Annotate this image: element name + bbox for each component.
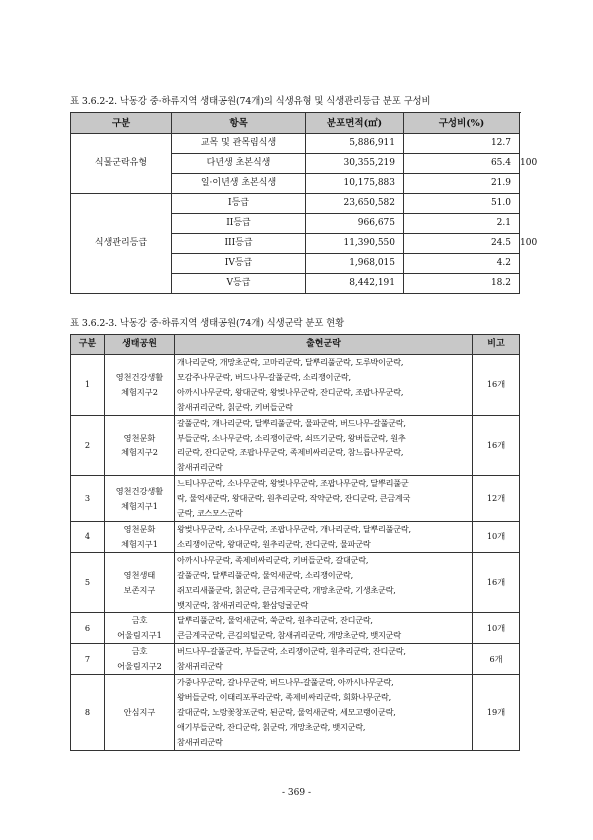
community-line: 갈풀군락, 개나리군락, 달뿌리풀군락, 물파군락, 버드나무-갈풀군락, xyxy=(177,417,406,428)
table2-park xyxy=(105,552,175,613)
table1-area: 966,675 xyxy=(306,214,404,234)
table2-communities xyxy=(175,415,473,476)
table2-caption: 표 3.6.2-3. 낙동강 중·하류지역 생태공원(74개) 식생군락 분포 현황 xyxy=(70,318,345,329)
table2-header-park: 생태공원 xyxy=(105,335,175,355)
table1-caption: 표 3.6.2-2. 낙동강 중·하류지역 생태공원(74개)의 식생유형 및 식생관리등급 분포 구성비 xyxy=(70,96,431,107)
table1-item: III등급 xyxy=(172,234,306,254)
community-line: 아까시나무군락, 족제비싸리군락, 키버들군락, 갈대군락, xyxy=(177,554,369,565)
table1-item: V등급 xyxy=(172,274,306,294)
table2-row xyxy=(71,675,520,751)
park-name-line2: 체험지구2 xyxy=(121,386,158,397)
community-line: 모감주나무군락, 버드나무-갈풀군락, 소리쟁이군락, xyxy=(177,371,351,382)
community-line: 갈풀군락, 달뿌리풀군락, 물억새군락, 소리쟁이군락, xyxy=(177,569,353,580)
table2-note: 19개 xyxy=(473,675,520,751)
table1-area: 10,175,883 xyxy=(306,174,404,194)
table2-no: 8 xyxy=(71,675,105,751)
table2-no: 4 xyxy=(71,521,105,552)
table1-area: 23,650,582 xyxy=(306,194,404,214)
table2-header-communities: 출현군락 xyxy=(175,335,473,355)
table1-area: 30,355,219 xyxy=(306,154,404,174)
table2-no: 1 xyxy=(71,355,105,416)
community-line: 뱃지군락, 참새귀리군락, 환삼덩굴군락 xyxy=(177,599,308,610)
table1-header-category: 구분 xyxy=(71,113,172,134)
table1-header-ratio: 구성비(%) xyxy=(404,113,520,134)
community-line: 개나리군락, 개망초군락, 고마리군락, 달뿌리풀군락, 도루박이군락, xyxy=(177,357,404,367)
table2-park xyxy=(105,675,175,751)
table2-note: 6개 xyxy=(473,644,520,675)
table1-area: 8,442,191 xyxy=(306,274,404,294)
table1-percent: 24.5 xyxy=(404,234,520,254)
table1-percent: 18.2 xyxy=(404,274,520,294)
park-name-line1: 금호 xyxy=(131,646,148,657)
page-number: - 369 - xyxy=(282,788,311,798)
community-line: 갈대군락, 노랑꽃창포군락, 된군락, 물억새군락, 세모고랭이군락, xyxy=(177,706,396,717)
table2-park xyxy=(105,476,175,522)
table1-row: 식생관리등급 I등급 23,650,582 51.0 100 xyxy=(71,194,520,214)
park-name-line2: 체험지구1 xyxy=(121,500,158,511)
table2-communities xyxy=(175,355,473,416)
table2-no: 3 xyxy=(71,476,105,522)
table2-no: 7 xyxy=(71,644,105,675)
table2-park xyxy=(105,415,175,476)
park-name-line2: 어울림지구2 xyxy=(117,661,162,672)
table1-header-area: 분포면적(㎡) xyxy=(306,113,404,134)
park-name-line1: 영천문화 xyxy=(123,523,156,534)
park-name-line2: 체험지구1 xyxy=(121,538,158,549)
table2-communities xyxy=(175,521,473,552)
community-line: 쥐꼬리새풀군락, 칡군락, 큰금계국군락, 개망초군락, 기생초군락, xyxy=(177,584,396,595)
table2-communities xyxy=(175,675,473,751)
community-line: 참새귀리군락 xyxy=(177,661,223,672)
park-name-line2: 보존지구 xyxy=(123,584,156,595)
park-name-line1: 영천건강생활 xyxy=(115,371,164,382)
table2-note: 10개 xyxy=(473,613,520,644)
table2-header-no: 구분 xyxy=(71,335,105,355)
community-line: 왕벚나무군락, 소나무군락, 조팝나무군락, 개나리군락, 달뿌리풀군락, xyxy=(177,523,411,534)
community-line: 가중나무군락, 갈나무군락, 버드나무-갈풀군락, 아까시나무군락, xyxy=(177,677,394,688)
table2-no: 2 xyxy=(71,415,105,476)
table1-area: 11,390,550 xyxy=(306,234,404,254)
table1-percent: 4.2 xyxy=(404,254,520,274)
table2-park xyxy=(105,613,175,644)
table1-item: IV등급 xyxy=(172,254,306,274)
community-line: 참새귀리군락 xyxy=(177,462,223,473)
table1-percent: 21.9 xyxy=(404,174,520,194)
table2-communities xyxy=(175,644,473,675)
table2-park xyxy=(105,644,175,675)
park-name-line2: 체험지구2 xyxy=(121,447,158,458)
table2-note: 16개 xyxy=(473,415,520,476)
community-line: 느티나무군락, 소나무군락, 왕벚나무군락, 조팝나무군락, 달뿌리풀군 xyxy=(177,478,409,489)
table2-row xyxy=(71,644,520,675)
table1-item: I등급 xyxy=(172,194,306,214)
table2-note: 16개 xyxy=(473,355,520,416)
community-line: 왕버들군락, 이태리포푸라군락, 족제비싸리군락, 회화나무군락, xyxy=(177,691,391,702)
community-line: 리군락, 잔디군락, 조팝나무군락, 족제비싸리군락, 참느릅나무군락, xyxy=(177,447,404,458)
table2-note: 16개 xyxy=(473,552,520,613)
community-line: 소리쟁이군락, 왕대군락, 원추리군락, 잔디군락, 물파군락 xyxy=(177,538,371,549)
table2-row xyxy=(71,613,520,644)
table1-row: 식물군락유형 교목 및 관목림식생 5,886,911 12.7 100 xyxy=(71,134,520,154)
table2-no: 6 xyxy=(71,613,105,644)
table1-percent: 65.4 xyxy=(404,154,520,174)
community-line: 락, 물억새군락, 왕대군락, 원추리군락, 작약군락, 잔디군락, 큰금계국 xyxy=(177,493,411,504)
table2-row xyxy=(71,476,520,522)
community-line: 달뿌리풀군락, 물억새군락, 쑥군락, 원추리군락, 잔디군락, xyxy=(177,615,373,626)
community-line: 애기부들군락, 잔디군락, 칡군락, 개망초군락, 뱃지군락, xyxy=(177,721,366,732)
table2-row xyxy=(71,521,520,552)
park-name-line1: 안심지구 xyxy=(123,706,156,717)
table2-header-row xyxy=(71,335,520,355)
table1-area: 5,886,911 xyxy=(306,134,404,154)
park-name-line1: 영천문화 xyxy=(123,432,156,443)
vegetation-composition-table xyxy=(70,112,538,294)
table1-percent: 2.1 xyxy=(404,214,520,234)
table2-row xyxy=(71,415,520,476)
table2-communities xyxy=(175,476,473,522)
table2-row xyxy=(71,552,520,613)
table1-percent: 51.0 xyxy=(404,194,520,214)
table1-header-item: 항목 xyxy=(172,113,306,134)
park-name-line2: 어울림지구1 xyxy=(117,630,162,641)
table1-group-name: 식물군락유형 xyxy=(71,134,172,194)
table2-note: 10개 xyxy=(473,521,520,552)
community-line: 참새귀리군락, 칡군락, 키버들군락 xyxy=(177,401,293,412)
table1-item: 교목 및 관목림식생 xyxy=(172,134,306,154)
community-line: 버드나무-갈풀군락, 부들군락, 소리쟁이군락, 원추리군락, 잔디군락, xyxy=(177,646,406,657)
park-name-line1: 영천생태 xyxy=(123,569,156,580)
table1-area: 1,968,015 xyxy=(306,254,404,274)
community-line: 군락, 코스모스군락 xyxy=(177,508,243,519)
community-line: 부들군락, 소나무군락, 소리쟁이군락, 쇠뜨기군락, 왕버들군락, 원추 xyxy=(177,432,406,443)
table1-group-name: 식생관리등급 xyxy=(71,194,172,294)
plant-community-table xyxy=(70,334,520,751)
table2-header-note: 비고 xyxy=(473,335,520,355)
table2-row xyxy=(71,355,520,416)
table1-header-row xyxy=(71,113,520,134)
table1-item: II등급 xyxy=(172,214,306,234)
community-line: 참새귀리군락 xyxy=(177,736,223,747)
table2-communities xyxy=(175,552,473,613)
table2-communities xyxy=(175,613,473,644)
table1-item: 다년생 초본식생 xyxy=(172,154,306,174)
table1-percent: 12.7 xyxy=(404,134,520,154)
table1-item: 일·이년생 초본식생 xyxy=(172,174,306,194)
park-name-line1: 영천건강생활 xyxy=(115,485,164,496)
table2-park xyxy=(105,355,175,416)
table2-note: 12개 xyxy=(473,476,520,522)
community-line: 아까시나무군락, 왕대군락, 왕벚나무군락, 잔디군락, 조팝나무군락, xyxy=(177,386,404,397)
community-line: 큰금계국군락, 큰김의털군락, 참새귀리군락, 개망초군락, 뱃지군락 xyxy=(177,630,401,641)
park-name-line1: 금호 xyxy=(131,615,148,626)
table2-park xyxy=(105,521,175,552)
table2-no: 5 xyxy=(71,552,105,613)
